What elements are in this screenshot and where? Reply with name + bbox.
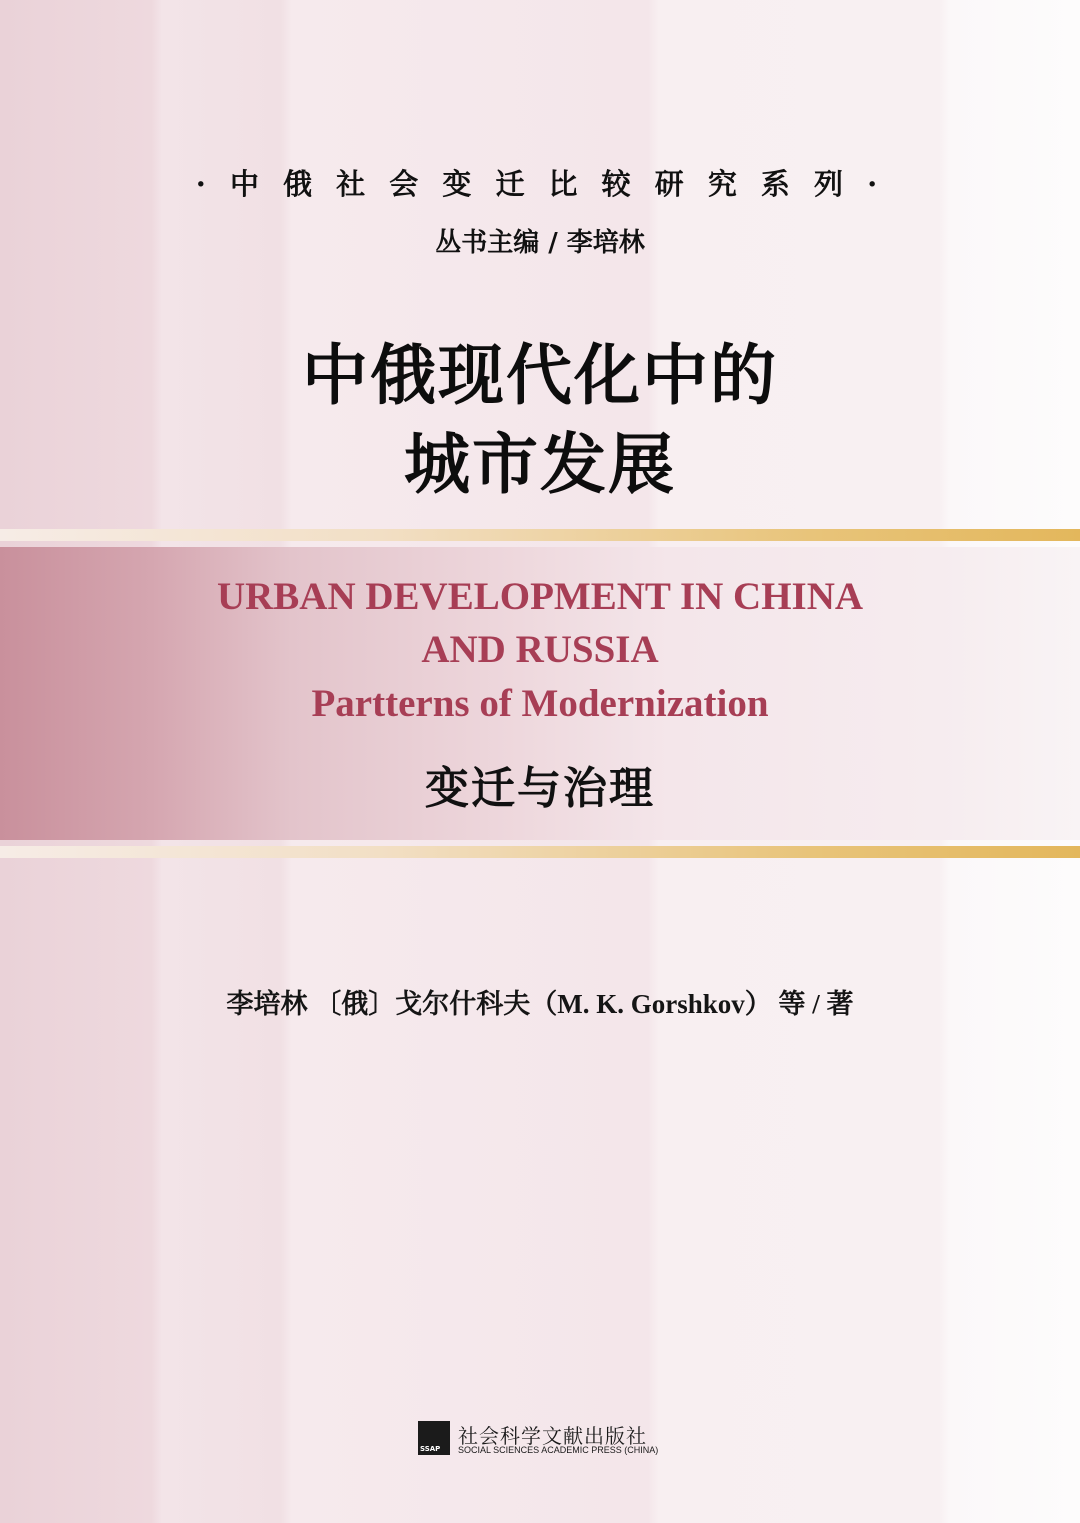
publisher-logo-icon xyxy=(418,1421,450,1455)
publisher-name-cn: 社会科学文献出版社 xyxy=(458,1424,647,1448)
gold-divider-bottom xyxy=(0,846,1080,858)
authors: 李培林 〔俄〕戈尔什科夫（M. K. Gorshkov） 等 / 著 xyxy=(226,989,854,1019)
english-title-line-2: AND RUSSIA xyxy=(421,628,659,671)
series-title: · 中 俄 社 会 变 迁 比 较 研 究 系 列 · xyxy=(195,167,885,201)
gold-divider-top xyxy=(0,529,1080,541)
book-subtitle: 变迁与治理 xyxy=(425,763,655,814)
book-title-line-2: 城市发展 xyxy=(404,425,676,503)
publisher xyxy=(418,1421,678,1461)
english-title-line-1: URBAN DEVELOPMENT IN CHINA xyxy=(216,575,864,618)
book-title-line-1: 中俄现代化中的 xyxy=(302,336,778,414)
publisher-name-en: SOCIAL SCIENCES ACADEMIC PRESS (CHINA) xyxy=(458,1445,659,1455)
publisher-logo-text: SSAP xyxy=(420,1445,441,1453)
series-editor: 丛书主编 / 李培林 xyxy=(435,228,645,258)
english-title-line-3: Partterns of Modernization xyxy=(311,682,769,725)
